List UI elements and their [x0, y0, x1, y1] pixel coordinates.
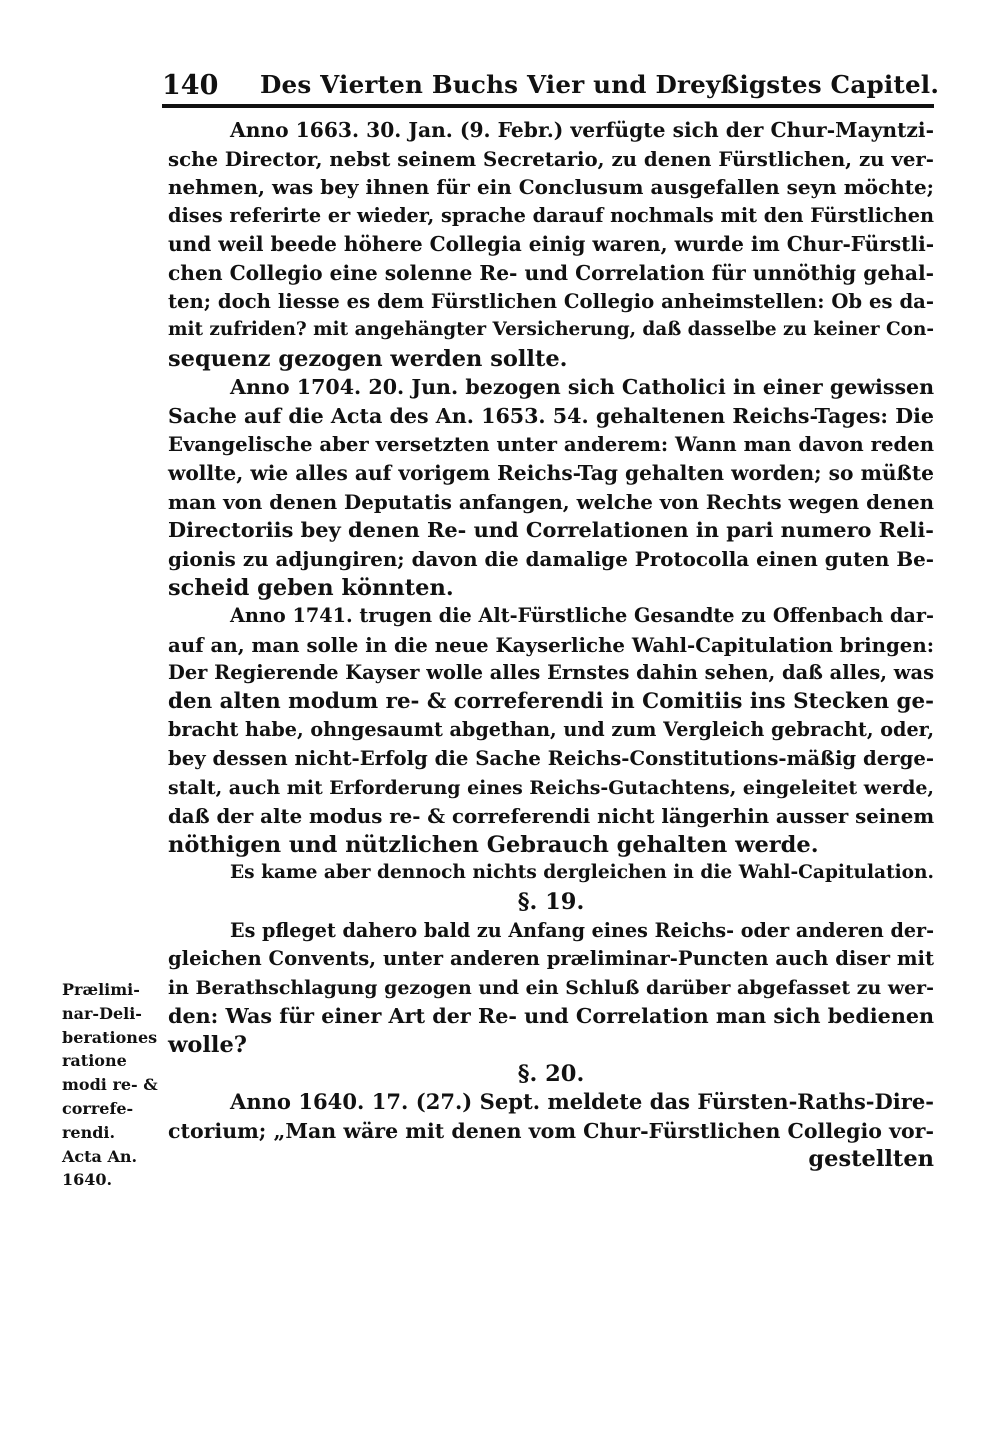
text-line: in Berathschlagung gezogen und ein Schluß darüber abgefasset zu wer-: [168, 976, 934, 999]
main-text-block: [168, 116, 934, 1174]
text-line: daß der alte modus re- & correferendi nicht längerhin ausser seinem: [168, 804, 935, 829]
text-line: Directoriis bey denen Re- und Correlationen in pari numero Reli-: [168, 517, 934, 543]
section-heading: §. 19.: [517, 889, 585, 916]
page-header: [162, 64, 940, 104]
text-line: scheid geben könnten.: [168, 574, 454, 601]
header-rule: [162, 104, 934, 108]
text-line: ctorium; „Man wäre mit denen vom Chur-Fürstlichen Collegio vor-: [168, 1118, 934, 1143]
text-line: und weil beede höhere Collegia einig waren, wurde im Chur-Fürstli-: [168, 232, 935, 257]
margin-note-line: correfe-: [62, 1098, 134, 1118]
text-line: ten; doch liesse es dem Fürstlichen Collegio anheimstellen: Ob es da-: [168, 289, 934, 313]
text-line: nehmen, was bey ihnen für ein Conclusum ausgefallen seyn möchte;: [168, 175, 934, 200]
text-line: Anno 1704. 20. Jun. bezogen sich Catholici in einer gewissen: [230, 375, 935, 400]
margin-note-line: berationes: [62, 1027, 158, 1047]
text-line: bracht habe, ohngesaumt abgethan, und zum Vergleich gebracht, oder,: [168, 718, 934, 742]
running-head: Des Vierten Buchs Vier und Dreyßigstes Capitel.: [260, 70, 940, 99]
margin-note: [62, 978, 174, 1192]
text-line: sche Director, nebst seinem Secretario, zu denen Fürstlichen, zu ver-: [168, 146, 934, 171]
margin-note-line: rendi.: [62, 1122, 116, 1142]
text-line: stalt, auch mit Erforderung eines Reichs-Gutachtens, eingeleitet werde,: [168, 776, 934, 799]
text-line: Anno 1640. 17. (27.) Sept. meldete das Fürsten-Raths-Dire-: [230, 1089, 934, 1115]
text-line: wolle?: [168, 1032, 247, 1058]
text-line: dises referirte er wieder, sprache darauf nochmals mit den Fürstlichen: [168, 203, 934, 227]
text-line: Sache auf die Acta des An. 1653. 54. gehaltenen Reichs-Tages: Die: [168, 403, 934, 428]
text-line: sequenz gezogen werden sollte.: [168, 345, 568, 372]
text-line: den alten modum re- & correferendi in Comitiis ins Stecken ge-: [168, 688, 934, 714]
text-line: wollte, wie alles auf vorigem Reichs-Tag gehalten worden; so müßte: [168, 461, 934, 486]
text-line: mit zufriden? mit angehängter Versicherung, daß dasselbe zu keiner Con-: [168, 319, 934, 341]
margin-note-line: 1640.: [62, 1170, 113, 1190]
text-line: gleichen Convents, unter anderen præliminar-Puncten auch diser mit: [168, 947, 934, 971]
text-line: man von denen Deputatis anfangen, welche von Rechts wegen denen: [168, 489, 934, 514]
catchword: gestellten: [808, 1146, 934, 1173]
margin-note-line: Acta An.: [62, 1146, 138, 1166]
margin-note-line: modi re- &: [62, 1075, 158, 1095]
text-line: Der Regierende Kayser wolle alles Ernstes dahin sehen, daß alles, was: [168, 661, 934, 685]
text-line: Es pfleget dahero bald zu Anfang eines Reichs- oder anderen der-: [230, 918, 934, 942]
text-line: Evangelische aber versetzten unter anderem: Wann man davon reden: [168, 432, 934, 456]
text-line: auf an, man solle in die neue Kayserliche Wahl-Capitulation bringen:: [168, 632, 934, 657]
section-heading: §. 20.: [517, 1060, 585, 1087]
page-number: 140: [162, 70, 219, 101]
margin-note-line: Prælimi-: [62, 980, 140, 999]
text-line: den: Was für einer Art der Re- und Correlation man sich bedienen: [168, 1004, 935, 1029]
text-line: Es kame aber dennoch nichts dergleichen in die Wahl-Capitulation.: [230, 862, 934, 884]
margin-note-line: nar-Deli-: [62, 1003, 142, 1023]
text-line: bey dessen nicht-Erfolg die Sache Reichs-Constitutions-mäßig derge-: [168, 747, 934, 771]
text-line: Anno 1663. 30. Jan. (9. Febr.) verfügte sich der Chur-Mayntzi-: [230, 118, 934, 142]
text-line: gionis zu adjungiren; davon die damalige Protocolla einen guten Be-: [168, 546, 934, 571]
margin-note-line: ratione: [62, 1051, 127, 1071]
text-line: chen Collegio eine solenne Re- und Correlation für unnöthig gehal-: [168, 260, 934, 285]
text-line: Anno 1741. trugen die Alt-Fürstliche Gesandte zu Offenbach dar-: [230, 604, 934, 628]
text-line: nöthigen und nützlichen Gebrauch gehalten werde.: [168, 831, 819, 858]
